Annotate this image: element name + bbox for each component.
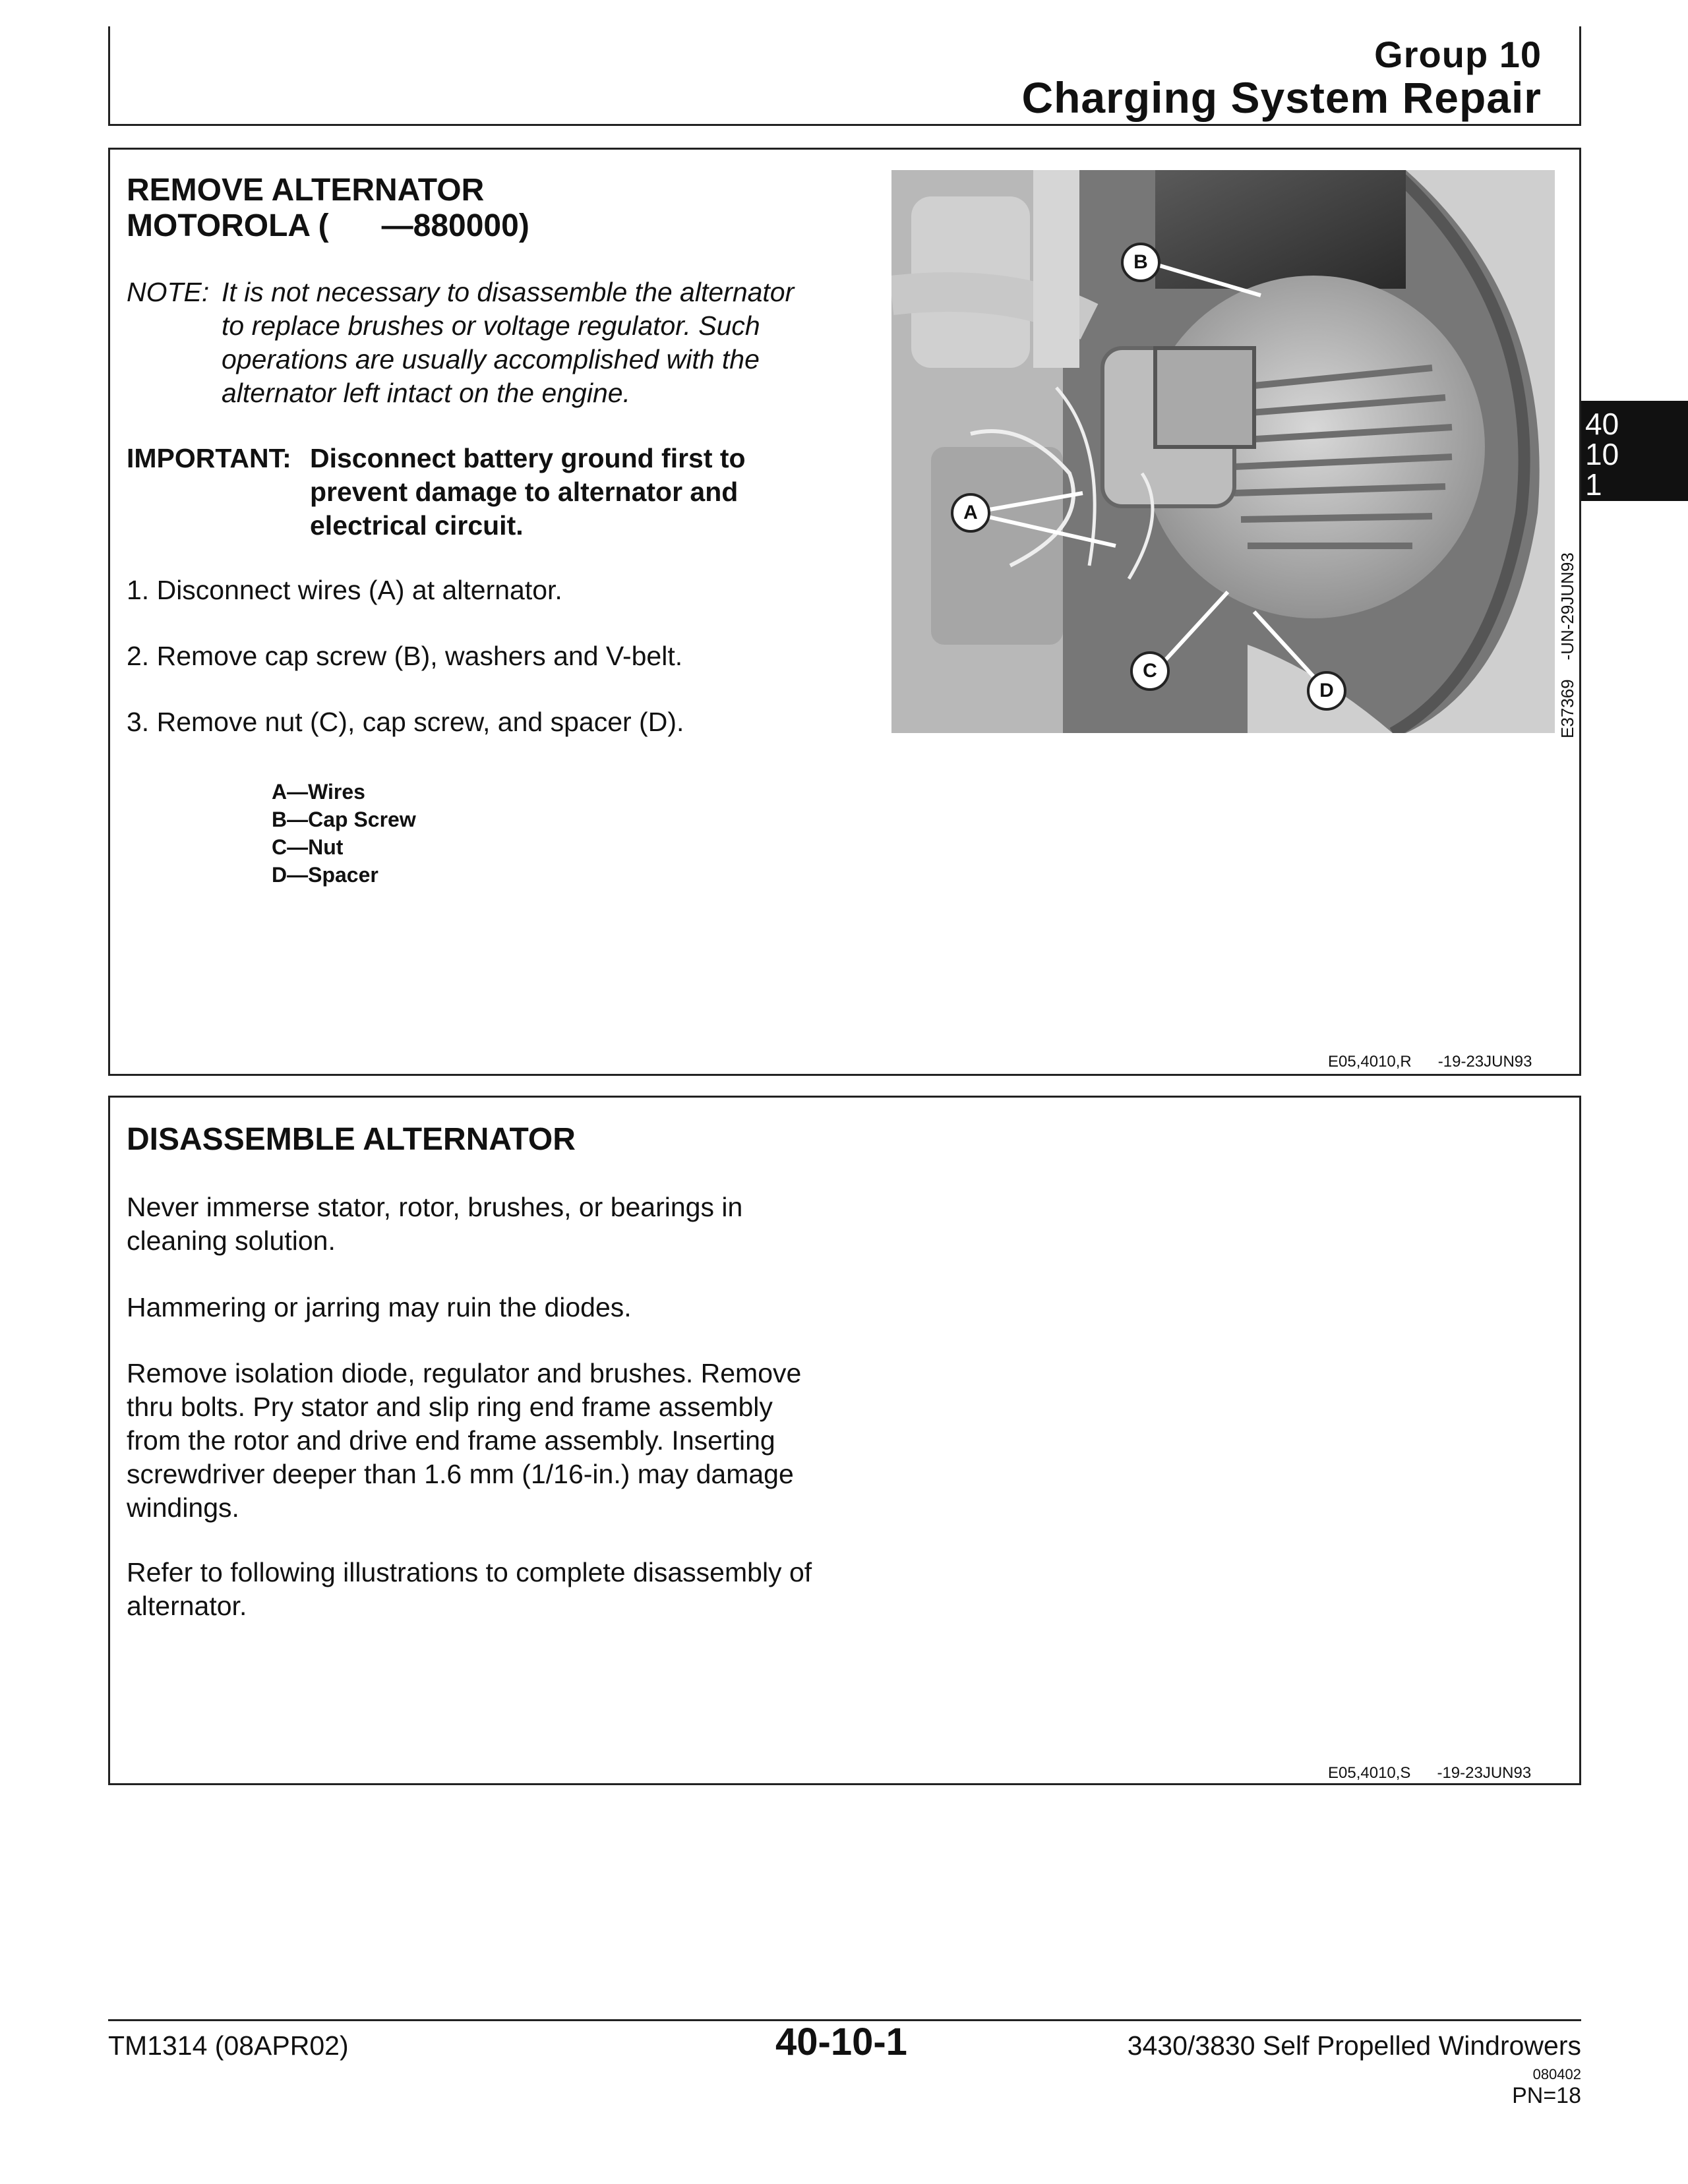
important-line-3: electrical circuit. <box>310 510 524 541</box>
photo-id-text: E37369 -UN-29JUN93 <box>1557 552 1577 738</box>
group-title: Charging System Repair <box>1021 73 1542 122</box>
important-line-1: Disconnect battery ground first to <box>310 443 746 473</box>
callout-c: C <box>1143 660 1157 682</box>
date-code: 080402 <box>1532 2066 1581 2082</box>
legend-b: B—Cap Screw <box>272 808 416 831</box>
section2-footer-code: E05,4010,S -19-23JUN93 <box>1328 1764 1532 1782</box>
important-label: IMPORTANT: <box>127 443 291 473</box>
p3-line-1: Remove isolation diode, regulator and brushes. Remove <box>127 1358 802 1388</box>
p3-line-2: thru bolts. Pry stator and slip ring end frame assembly <box>127 1392 773 1422</box>
step-1: 1. Disconnect wires (A) at alternator. <box>127 575 562 605</box>
manual-id: TM1314 (08APR02) <box>108 2030 349 2061</box>
section2-title: DISASSEMBLE ALTERNATOR <box>127 1122 576 1157</box>
callout-d: D <box>1319 680 1334 701</box>
p1-line-1: Never immerse stator, rotor, brushes, or bearings in <box>127 1192 743 1222</box>
section1-title-line2: MOTOROLA ( —880000) <box>127 208 529 243</box>
legend-c: C—Nut <box>272 835 344 859</box>
section2-paragraph-3 <box>127 1357 984 1525</box>
important-line-2: prevent damage to alternator and <box>310 477 738 507</box>
group-label: Group 10 <box>1374 34 1542 75</box>
page-number: 40-10-1 <box>775 2021 907 2063</box>
header-left-rule <box>108 26 110 125</box>
note-line-1: It is not necessary to disassemble the alternator <box>222 277 795 307</box>
pn-number: PN=18 <box>1512 2083 1581 2108</box>
step-2: 2. Remove cap screw (B), washers and V-belt. <box>127 641 683 671</box>
photo-id <box>1557 501 1584 738</box>
note-line-4: alternator left intact on the engine. <box>222 378 630 408</box>
step-3: 3. Remove nut (C), cap screw, and spacer (D). <box>127 707 684 737</box>
section2-paragraph-1 <box>127 1191 918 1258</box>
section1-footer-code: E05,4010,R -19-23JUN93 <box>1328 1053 1532 1071</box>
callout-b: B <box>1133 251 1148 273</box>
header-bottom-rule <box>108 124 1581 126</box>
alternator-photo <box>891 170 1555 733</box>
legend-a: A—Wires <box>272 780 365 804</box>
p4-line-2: alternator. <box>127 1591 247 1621</box>
side-tab-section: 40 <box>1585 407 1619 441</box>
header-right-rule <box>1579 26 1581 125</box>
section1-title <box>127 173 529 244</box>
section2-paragraph-4 <box>127 1556 984 1623</box>
p3-line-4: screwdriver deeper than 1.6 mm (1/16-in.) may damage <box>127 1459 794 1489</box>
note-line-2: to replace brushes or voltage regulator. Such <box>222 310 760 341</box>
side-tab-page: 1 <box>1585 467 1602 502</box>
p1-line-2: cleaning solution. <box>127 1225 336 1256</box>
section2-paragraph-2 <box>127 1291 918 1324</box>
side-tab-group: 10 <box>1585 437 1619 471</box>
section-side-tab <box>1581 401 1688 501</box>
legend-d: D—Spacer <box>272 863 378 887</box>
section1-title-line1: REMOVE ALTERNATOR <box>127 173 485 208</box>
note-line-3: operations are usually accomplished with the <box>222 344 760 374</box>
callout-a: A <box>963 502 978 523</box>
callout-legend <box>272 778 416 889</box>
p3-line-3: from the rotor and drive end frame assembly. Inserting <box>127 1425 775 1456</box>
alternator-photo-illustration <box>891 170 1555 733</box>
important-block <box>127 442 878 543</box>
p2-line-1: Hammering or jarring may ruin the diodes. <box>127 1292 632 1322</box>
p3-line-5: windings. <box>127 1492 239 1523</box>
note-block <box>127 276 878 410</box>
note-label: NOTE: <box>127 277 210 307</box>
p4-line-1: Refer to following illustrations to complete disassembly of <box>127 1557 812 1587</box>
product-name: 3430/3830 Self Propelled Windrowers <box>1127 2030 1581 2061</box>
